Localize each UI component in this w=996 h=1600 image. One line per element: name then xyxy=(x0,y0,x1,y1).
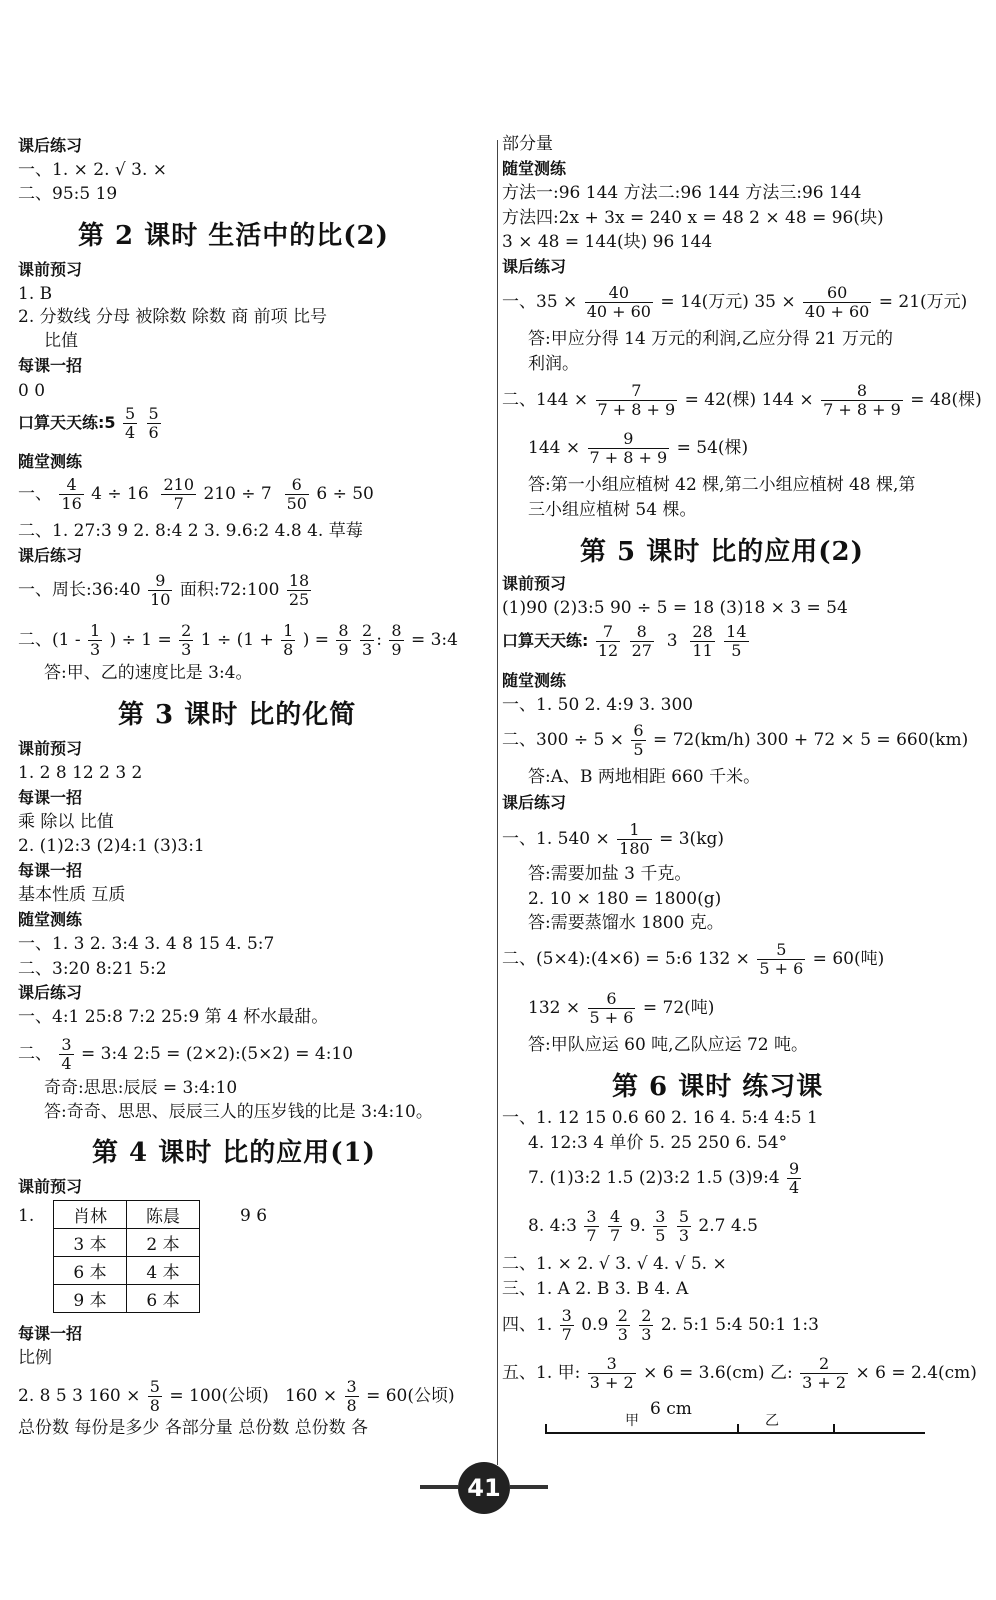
answer-line: 答:第一小组应植树 42 棵,第二小组应植树 48 棵,第 xyxy=(528,475,916,495)
oral-practice-label: 口算天天练:5 xyxy=(18,413,116,432)
answer-line: 0 0 xyxy=(18,381,46,401)
fraction: $\frac{3}{8}$ xyxy=(346,1377,357,1415)
answer-line: 一、35 × $\frac{40}{40 + 60}$ = 14(万元) 35 × $\frac{60}{40 + 60}$ = 21(万元) xyxy=(502,283,968,321)
answer-line: 一、1. × 2. √ 3. × xyxy=(18,160,167,180)
answer-line: 一、1. 3 2. 3:4 3. 4 8 15 4. 5:7 xyxy=(18,934,275,954)
fraction: $\frac{9}{7 + 8 + 9}$ xyxy=(589,429,668,467)
answer-line: 3 × 48 = 144(块) 96 144 xyxy=(502,232,713,252)
answer-line: 比值 xyxy=(44,331,78,351)
page-number: 41 xyxy=(458,1462,510,1514)
answer-line: 二、 $\frac{3}{4}$ = 3:4 2:5 = (2×2):(5×2) = 4:10 xyxy=(18,1035,354,1073)
answer-table xyxy=(53,1200,200,1313)
answer-line: 一、1. 50 2. 4:9 3. 300 xyxy=(502,695,694,715)
fraction: $\frac{2}{3}$ xyxy=(362,621,373,659)
answer-line: 一、周长:36:40 $\frac{9}{10}$ 面积:72:100 $\frac{18}{25}$ xyxy=(18,571,310,609)
answer-line xyxy=(18,405,163,442)
section-heading: 随堂测练 xyxy=(502,671,567,690)
section-heading: 每课一招 xyxy=(18,356,83,375)
answer-line: 五、1. 甲: $\frac{3}{3 + 2}$ × 6 = 3.6(cm) 乙: $\frac{2}{3 + 2}$ × 6 = 2.4(cm) xyxy=(502,1354,977,1392)
answer-line: 二、1. 27:3 9 2. 8:4 2 3. 9.6:2 4.8 4. 草莓 xyxy=(18,521,363,541)
fraction: $\frac{2}{3}$ xyxy=(617,1306,628,1344)
answer-line: 1. xyxy=(18,1206,35,1226)
fraction: $\frac{28}{11}$ xyxy=(692,622,713,660)
answer-line: 三小组应植树 54 棵。 xyxy=(528,500,697,520)
fraction: $\frac{5}{3}$ xyxy=(678,1207,689,1245)
answer-line: 答:甲、乙的速度比是 3:4。 xyxy=(44,663,253,683)
answer-line: (1)90 (2)3:5 90 ÷ 5 = 18 (3)18 × 3 = 54 xyxy=(502,598,848,618)
section-heading: 课后练习 xyxy=(18,983,83,1002)
section-heading: 课后练习 xyxy=(502,257,567,276)
answer-line: 二、3:20 8:21 5:2 xyxy=(18,959,167,979)
fraction: $\frac{1}{180}$ xyxy=(619,820,650,858)
answer-line: 9 6 xyxy=(240,1206,268,1226)
fraction: $\frac{9}{10}$ xyxy=(150,571,171,609)
fraction: $\frac{210}{7}$ xyxy=(163,475,195,513)
table-cell: 9 本 xyxy=(54,1285,127,1313)
section-heading: 课前预习 xyxy=(18,739,83,758)
fraction: $\frac{4}{7}$ xyxy=(609,1207,621,1245)
answer-line: 二、(1 - $\frac{1}{3}$ ) ÷ 1 = $\frac{2}{3}$ 1 ÷ (1 + $\frac{1}{8}$ ) = $\frac{8}{9}$ $\frac{2}{3}$ : $\frac{8}{9}$ = 3:4 xyxy=(18,621,458,659)
answer-line: 二、(5×4):(4×6) = 5:6 132 × $\frac{5}{5 + 6}$ = 60(吨) xyxy=(502,940,885,978)
fraction: $\frac{8}{27}$ xyxy=(631,622,652,660)
answer-line: 乘 除以 比值 xyxy=(18,812,114,832)
answer-line: 1. B xyxy=(18,284,53,304)
ruler-label: 6 cm xyxy=(650,1399,692,1419)
answer-line: 二、95:5 19 xyxy=(18,184,118,204)
answer-line: 144 × $\frac{9}{7 + 8 + 9}$ = 54(棵) xyxy=(528,429,749,467)
fraction: $\frac{5}{6}$ xyxy=(148,404,159,442)
fraction: $\frac{4}{16}$ xyxy=(61,475,82,513)
answer-line: 1. 2 8 12 2 3 2 xyxy=(18,763,143,783)
fraction: $\frac{5}{8}$ xyxy=(149,1377,160,1415)
answer-line: 答:甲队应运 60 吨,乙队应运 72 吨。 xyxy=(528,1035,809,1055)
section-heading: 课后练习 xyxy=(502,793,567,812)
answer-line: 2. 10 × 180 = 1800(g) xyxy=(528,889,722,909)
fraction: $\frac{14}{5}$ xyxy=(726,622,747,660)
answer-line: 三、1. A 2. B 3. B 4. A xyxy=(502,1279,689,1299)
fraction: $\frac{40}{40 + 60}$ xyxy=(586,283,651,321)
answer-line: 二、300 ÷ 5 × $\frac{6}{5}$ = 72(km/h) 300 + 72 × 5 = 660(km) xyxy=(502,721,969,759)
section-heading: 课前预习 xyxy=(18,260,83,279)
answer-line: 2. 8 5 3 160 × $\frac{5}{8}$ = 100(公顷) 160 × $\frac{3}{8}$ = 60(公顷) xyxy=(18,1377,455,1415)
answer-line: 二、1. × 2. √ 3. √ 4. √ 5. × xyxy=(502,1254,727,1274)
answer-line: 2. 分数线 分母 被除数 除数 商 前项 比号 xyxy=(18,307,328,327)
answer-line: 一、1. 12 15 0.6 60 2. 16 4. 5:4 4:5 1 xyxy=(502,1108,818,1128)
answer-line: 部分量 xyxy=(502,134,553,154)
fraction: $\frac{8}{7 + 8 + 9}$ xyxy=(823,381,901,419)
ruler-segment-b-label: 乙 xyxy=(765,1413,779,1429)
section-heading: 每课一招 xyxy=(18,788,83,807)
table-cell: 4 本 xyxy=(127,1257,200,1285)
fraction: $\frac{2}{3 + 2}$ xyxy=(802,1354,847,1392)
answer-line: 方法一:96 144 方法二:96 144 方法三:96 144 xyxy=(502,183,862,203)
fraction: $\frac{18}{25}$ xyxy=(288,571,310,609)
section-heading: 每课一招 xyxy=(18,861,83,880)
answer-line: 基本性质 互质 xyxy=(18,885,126,905)
fraction: $\frac{2}{3}$ xyxy=(181,621,192,659)
answer-line: 奇奇:思思:辰辰 = 3:4:10 xyxy=(44,1078,238,1098)
fraction: $\frac{5}{5 + 6}$ xyxy=(759,940,804,978)
table-cell: 6 本 xyxy=(127,1285,200,1313)
answer-line: 二、144 × $\frac{7}{7 + 8 + 9}$ = 42(棵) 144 × $\frac{8}{7 + 8 + 9}$ = 48(棵) xyxy=(502,381,982,419)
answer-line: 4. 12:3 4 单价 5. 25 250 6. 54° xyxy=(528,1133,788,1153)
footer-ornament-right xyxy=(510,1485,548,1489)
fraction: $\frac{7}{12}$ xyxy=(597,622,619,660)
fraction: $\frac{2}{3}$ xyxy=(641,1306,652,1344)
fraction: $\frac{8}{9}$ xyxy=(391,621,402,659)
fraction: $\frac{6}{5}$ xyxy=(633,721,644,759)
answer-line: 7. (1)3:2 1.5 (2)3:2 1.5 (3)9:4 $\frac{9}{4}$ xyxy=(528,1159,800,1197)
answer-line: 答:A、B 两地相距 660 千米。 xyxy=(528,767,761,787)
table-cell: 6 本 xyxy=(54,1257,127,1285)
ruler-tick xyxy=(737,1424,739,1434)
answer-line: 四、1. $\frac{3}{7}$ 0.9 $\frac{2}{3}$ $\frac{2}{3}$ 2. 5:1 5:4 50:1 1:3 xyxy=(502,1306,819,1344)
line-segment-ruler xyxy=(545,1432,925,1434)
fraction: $\frac{8}{9}$ xyxy=(338,621,349,659)
ruler-segment-a-label: 甲 xyxy=(625,1413,639,1429)
lesson-title: 第 2 课时 生活中的比(2) xyxy=(78,221,389,251)
fraction: $\frac{7}{7 + 8 + 9}$ xyxy=(597,381,676,419)
fraction: $\frac{3}{7}$ xyxy=(586,1207,597,1245)
answer-line: 答:需要加盐 3 千克。 xyxy=(528,864,692,884)
fraction: $\frac{6}{5 + 6}$ xyxy=(589,989,634,1027)
lesson-title: 第 4 课时 比的应用(1) xyxy=(92,1138,376,1168)
ruler-tick xyxy=(833,1424,835,1434)
lesson-title: 第 5 课时 比的应用(2) xyxy=(580,537,864,567)
fraction: $\frac{9}{4}$ xyxy=(789,1159,800,1197)
ruler-tick xyxy=(545,1424,547,1434)
answer-line: 一、 $\frac{4}{16}$ 4 ÷ 16 $\frac{210}{7}$ 210 ÷ 7 $\frac{6}{50}$ 6 ÷ 50 xyxy=(18,475,374,513)
section-heading: 每课一招 xyxy=(18,1324,83,1343)
table-header: 肖林 xyxy=(54,1201,127,1229)
fraction: $\frac{1}{3}$ xyxy=(90,621,101,659)
fraction: $\frac{3}{3 + 2}$ xyxy=(589,1354,634,1392)
lesson-title: 第 6 课时 练习课 xyxy=(612,1072,824,1102)
answer-line: 一、4:1 25:8 7:2 25:9 第 4 杯水最甜。 xyxy=(18,1007,329,1027)
table-cell: 3 本 xyxy=(54,1229,127,1257)
answer-line: 答:需要蒸馏水 1800 克。 xyxy=(528,913,724,933)
answer-line: 方法四:2x + 3x = 240 x = 48 2 × 48 = 96(块) xyxy=(502,208,884,228)
answer-line: 2. (1)2:3 (2)4:1 (3)3:1 xyxy=(18,836,205,856)
answer-line: 8. 4:3 $\frac{3}{7}$ $\frac{4}{7}$ 9. $\frac{3}{5}$ $\frac{5}{3}$ 2.7 4.5 xyxy=(528,1207,758,1245)
answer-line: 利润。 xyxy=(528,354,579,374)
section-heading: 课前预习 xyxy=(502,574,567,593)
answer-line: 答:甲应分得 14 万元的利润,乙应分得 21 万元的 xyxy=(528,329,894,349)
section-heading: 课后练习 xyxy=(18,546,83,565)
section-heading: 随堂测练 xyxy=(502,159,567,178)
fraction: $\frac{1}{8}$ xyxy=(283,621,294,659)
section-heading: 随堂测练 xyxy=(18,910,83,929)
answer-line: 答:奇奇、思思、辰辰三人的压岁钱的比是 3:4:10。 xyxy=(44,1102,433,1122)
column-divider xyxy=(497,140,498,1465)
section-heading: 课前预习 xyxy=(18,1177,83,1196)
oral-practice-label: 口算天天练: xyxy=(502,631,589,650)
answer-line: 口算天天练: $\frac{7}{12}$ $\frac{8}{27}$ 3 $\frac{28}{11}$ $\frac{14}{5}$ xyxy=(502,622,747,660)
lesson-title: 第 3 课时 比的化简 xyxy=(118,700,357,730)
fraction: $\frac{3}{4}$ xyxy=(61,1035,72,1073)
fraction: $\frac{60}{40 + 60}$ xyxy=(805,283,870,321)
answer-line: 一、1. 540 × $\frac{1}{180}$ = 3(kg) xyxy=(502,820,725,858)
answer-line: 132 × $\frac{6}{5 + 6}$ = 72(吨) xyxy=(528,989,715,1027)
section-heading: 课后练习 xyxy=(18,136,83,155)
fraction: $\frac{6}{50}$ xyxy=(286,475,307,513)
answer-line: 总份数 每份是多少 各部分量 总份数 总份数 各 xyxy=(18,1418,369,1438)
table-cell: 2 本 xyxy=(127,1229,200,1257)
fraction: $\frac{5}{4}$ xyxy=(124,404,136,442)
footer-ornament-left xyxy=(420,1485,458,1489)
answer-line: 比例 xyxy=(18,1348,52,1368)
section-heading: 随堂测练 xyxy=(18,452,83,471)
table-header: 陈晨 xyxy=(127,1201,200,1229)
fraction: $\frac{3}{5}$ xyxy=(655,1207,666,1245)
fraction: $\frac{3}{7}$ xyxy=(561,1306,572,1344)
